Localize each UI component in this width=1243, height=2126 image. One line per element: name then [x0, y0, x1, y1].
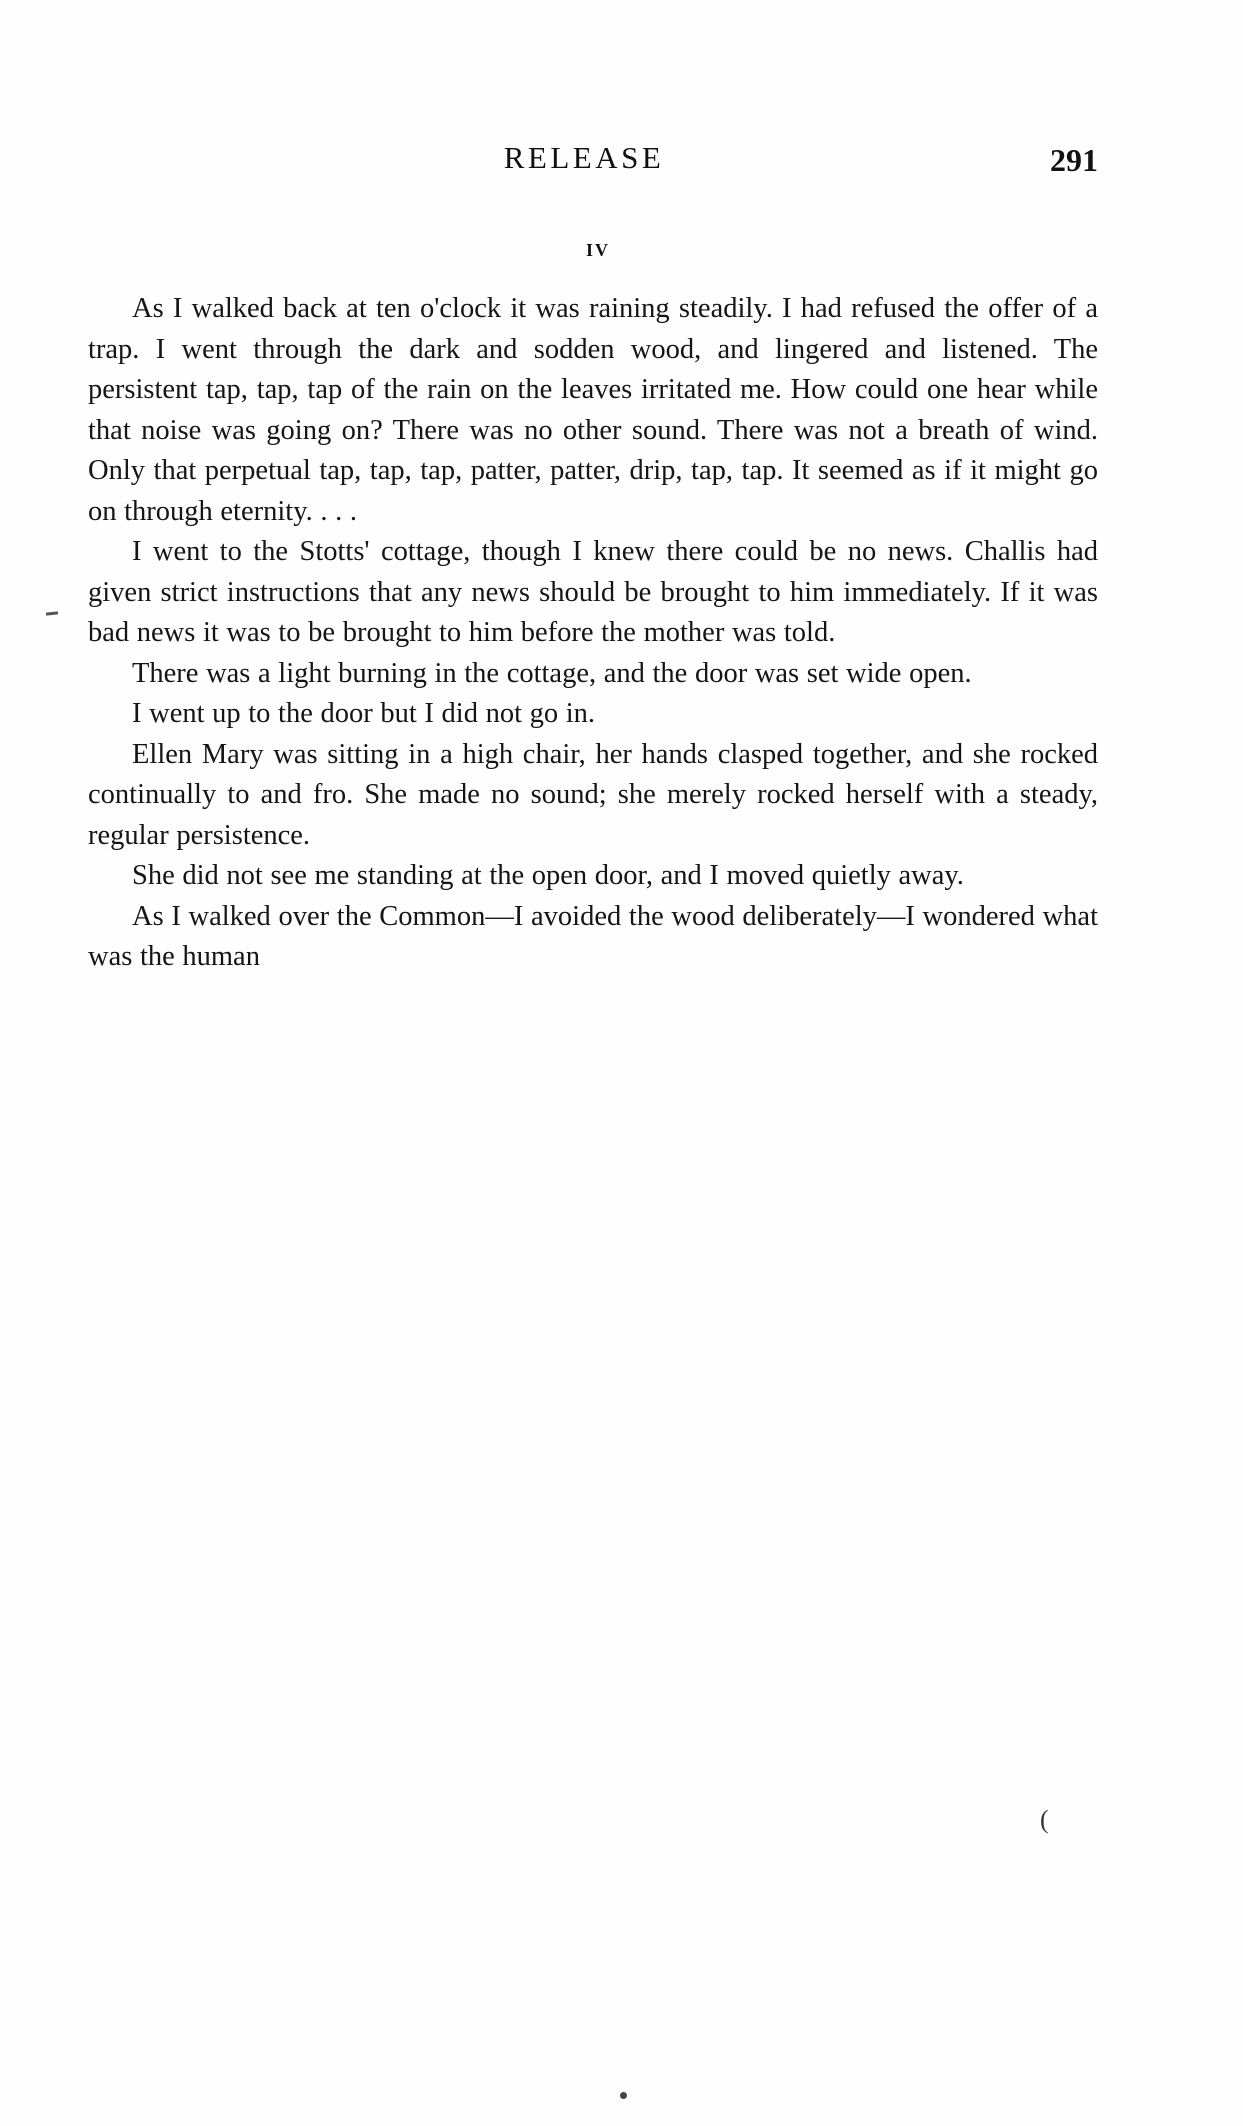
paragraph: Ellen Mary was sitting in a high chair, her hands clasped together, and she rocked continually to and fro. She made no sound; she merely rocked herself with a steady, regular persistence. — [88, 738, 1098, 851]
stray-ink-mark-icon — [46, 611, 58, 615]
running-head — [88, 140, 1098, 192]
paragraph: As I walked over the Common—I avoided the wood deliberately—I wondered what was the human — [88, 900, 1098, 972]
page-content — [88, 140, 1098, 978]
paragraph: There was a light burning in the cottage, and the door was set wide open. — [132, 657, 972, 689]
stray-ink-dot-icon — [620, 2092, 627, 2099]
paragraph: She did not see me standing at the open door, and I moved quietly away. — [132, 860, 964, 891]
paragraph: I went up to the door but I did not go in. — [132, 698, 596, 729]
page-number: 291 — [1050, 142, 1098, 178]
paragraph: I went to the Stotts' cottage, though I knew there could be no news. Challis had given strict instructions that any news should be brought to him immediately. If it was bad news it was to be brought to him before the mother was told. — [88, 536, 1098, 648]
paragraph: As I walked back at ten o'clock it was raining steadily. I had refused the offer of a trap. I went through the dark and sodden wood, and lingered and listened. The persistent tap, tap, tap of the rain on the leaves irritated me. How could one hear while that noise was going on? There was no other sound. There was not a breath of wind. Only that perpetual tap, tap, tap, patter, patter, drip, tap, tap. It seemed as if it might go on through eternity. . . . — [88, 293, 1098, 527]
section-number: IV — [585, 240, 610, 260]
stray-ink-mark-icon: ( — [1040, 1805, 1049, 1834]
running-head-title: RELEASE — [503, 140, 665, 175]
